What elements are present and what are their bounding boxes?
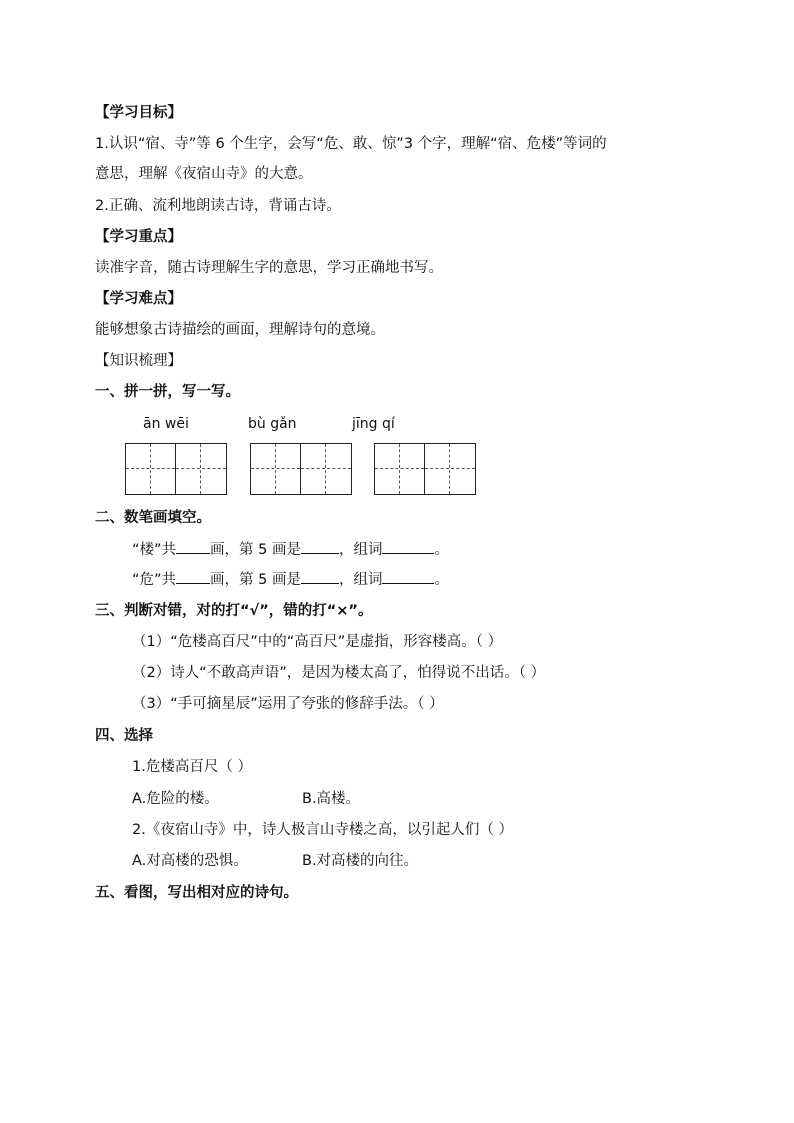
stroke-count-blank[interactable]: [176, 539, 210, 554]
section-4-title: 四、选择: [95, 728, 153, 744]
writing-grid-an-wei[interactable]: [125, 443, 227, 495]
stroke-mid-label: 画，第 5 画是: [210, 542, 301, 558]
stroke-char-label: “楼”共: [132, 542, 177, 558]
judge-item-3: （3）“手可摘星辰”运用了夸张的修辞手法。（ ）: [132, 696, 444, 712]
difficulty-text: 能够想象古诗描绘的画面，理解诗句的意境。: [95, 322, 385, 338]
writing-grid-bu-gan[interactable]: [250, 443, 352, 495]
fifth-stroke-blank[interactable]: [301, 569, 339, 584]
objective-2: 2.正确、流利地朗读古诗，背诵古诗。: [95, 198, 341, 214]
stroke-count-blank[interactable]: [176, 569, 210, 584]
grid-cell[interactable]: [301, 444, 351, 494]
section-3-title: 三、判断对错，对的打“√”，错的打“×”。: [95, 603, 373, 619]
grid-cell[interactable]: [425, 444, 475, 494]
fifth-stroke-blank[interactable]: [301, 539, 339, 554]
section-2-title: 二、数笔画填空。: [95, 510, 211, 526]
choice-2-option-a[interactable]: A.对高楼的恐惧。: [132, 853, 248, 869]
objective-1-line-1: 1.认识“宿、寺”等 6 个生字，会写“危、敢、惊”3 个字，理解“宿、危楼”等词的: [95, 136, 607, 152]
writing-grid-jing-qi[interactable]: [374, 443, 476, 495]
choice-question-1: 1.危楼高百尺（ ）: [132, 759, 252, 775]
period: 。: [434, 542, 449, 558]
section-5-title: 五、看图，写出相对应的诗句。: [95, 885, 298, 901]
grid-cell[interactable]: [126, 444, 176, 494]
stroke-mid-label: 画，第 5 画是: [210, 572, 301, 588]
word-label: ，组词: [338, 572, 383, 588]
pinyin-an-wei: ān wēi: [143, 416, 189, 432]
pinyin-bu-gan: bù gǎn: [248, 416, 297, 432]
objective-1-line-2: 意思，理解《夜宿山寺》的大意。: [95, 166, 313, 182]
grid-cell[interactable]: [251, 444, 301, 494]
period: 。: [434, 572, 449, 588]
difficulty-heading: 【学习难点】: [95, 291, 182, 307]
pinyin-jing-qi: jīng qí: [352, 416, 395, 432]
objectives-heading: 【学习目标】: [95, 105, 182, 121]
section-1-title: 一、拼一拼，写一写。: [95, 384, 240, 400]
choice-1-option-a[interactable]: A.危险的楼。: [132, 791, 219, 807]
grid-cell[interactable]: [375, 444, 425, 494]
focus-heading: 【学习重点】: [95, 229, 182, 245]
focus-text: 读准字音，随古诗理解生字的意思，学习正确地书写。: [95, 260, 443, 276]
grid-cell[interactable]: [176, 444, 226, 494]
word-blank[interactable]: [382, 539, 434, 554]
stroke-row-wei: [132, 569, 449, 590]
judge-item-1: （1）“危楼高百尺”中的“高百尺”是虚指，形容楼高。（ ）: [132, 634, 503, 650]
word-label: ，组词: [338, 542, 383, 558]
word-blank[interactable]: [382, 569, 434, 584]
stroke-row-lou: [132, 539, 449, 560]
choice-2-option-b[interactable]: B.对高楼的向往。: [302, 853, 419, 869]
stroke-char-label: “危”共: [132, 572, 177, 588]
judge-item-2: （2）诗人“不敢高声语”，是因为楼太高了，怕得说不出话。（ ）: [132, 665, 546, 681]
choice-1-option-b[interactable]: B.高楼。: [302, 791, 361, 807]
choice-question-2: 2.《夜宿山寺》中，诗人极言山寺楼之高，以引起人们（ ）: [132, 822, 513, 838]
knowledge-heading: 【知识梳理】: [95, 353, 182, 369]
